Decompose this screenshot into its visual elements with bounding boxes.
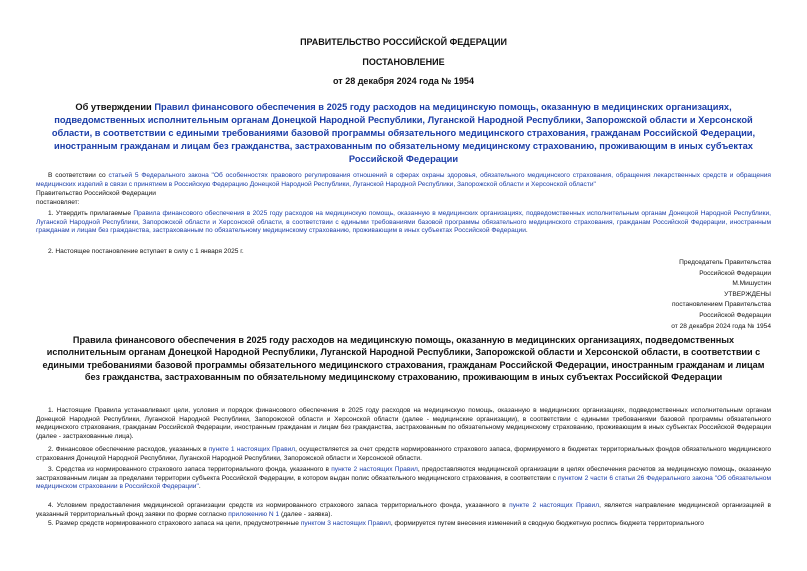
- issuer-heading: ПРАВИТЕЛЬСТВО РОССИЙСКОЙ ФЕДЕРАЦИИ: [300, 37, 507, 47]
- signature-position: Председатель Правительства: [679, 259, 771, 266]
- item-2-paragraph: 2. Настоящее постановление вступает в силу с 1 января 2025 г.: [48, 248, 244, 255]
- rules-paragraph-2: [36, 446, 771, 463]
- appendix-1-link[interactable]: приложению N 1: [228, 510, 280, 518]
- item-1-text: 1. Утвердить прилагаемые: [48, 210, 134, 217]
- rules-paragraph-3: [36, 466, 771, 492]
- rules-p4-text: 4. Условием предоставления медицинской организации средств из нормированного страхового запаса территориального фонда, указанного в: [48, 502, 510, 509]
- signature-country: Российской Федерации: [699, 269, 771, 277]
- preamble-decrees: постановляет:: [36, 199, 80, 206]
- title-rules-link[interactable]: Правил финансового обеспечения в 2025 году расходов на медицинскую помощь, оказанную в медицинских организациях, подведомственных исполнительным органам Донецкой Народной Республики, Луганской Народной Республики, Запорожской области и Херсонской области, в соответствии с едиными требованиями базовой программы обязательного медицинского страхования, гражданам Российской Федерации, иностранным гражданам и лицам без гражданства, застрахованным по обязательному медицинскому страхованию, проживающим в иных субъектах Российской Федерации: [51, 102, 756, 164]
- rules-p2-link-2[interactable]: пункте 2 настоящих Правил: [509, 502, 600, 509]
- federal-law-article-5-link[interactable]: статьей 5 Федерального закона "Об особенностях правового регулирования отношений в сферах охраны здоровья, обязательного медицинского страхования, обращения лекарственных средств и обращения медицинских изделий в связи с принятием в Российскую Федерацию Донецкой Народной Республики, Луганской Народной Республики, Запорожской области и Херсонской области": [36, 172, 771, 188]
- approval-country: Российской Федерации: [699, 311, 771, 319]
- approval-date-number: от 28 декабря 2024 года № 1954: [671, 322, 771, 330]
- rules-p3-text-end: .: [198, 483, 201, 491]
- rules-title: Правила финансового обеспечения в 2025 году расходов на медицинскую помощь, оказанную в медицинских организациях, подведомственных исполнительным органам Донецкой Народной Республики, Луганской Народной Республики, Запорожской области и Херсонской области, в соответствии с едиными требованиями базовой программы обязательного медицинского страхования, гражданам Российской Федерации, иностранным гражданам и лицам без гражданства, застрахованным по обязательному медицинскому страхованию, проживающим в иных субъектах Российской Федерации: [42, 335, 765, 383]
- rules-p1-link[interactable]: пункте 1 настоящих Правил: [208, 446, 296, 453]
- title-prefix: Об утверждении: [75, 102, 155, 112]
- rules-p4-text-end: (далее - заявка).: [279, 510, 333, 518]
- preamble-text: В соответствии со: [48, 172, 109, 179]
- rules-p2-link[interactable]: пункте 2 настоящих Правил: [331, 466, 418, 473]
- rules-p3-link[interactable]: пунктом 3 настоящих Правил: [300, 520, 391, 527]
- document-title: [36, 101, 771, 166]
- rules-p3-text: 3. Средства из нормированного страхового запаса территориального фонда, указанного в: [48, 466, 332, 473]
- rules-p2-text-end: , осуществляется за счет средств нормированного страхового запаса, формируемого в бюджетах территориальных фондов обязательного медицинского страхования Донецкой Народной Республики, Луганской Народной Республики, Запорожской области и Херсонской области.: [36, 446, 771, 462]
- rules-paragraph-4: [36, 502, 771, 519]
- rules-approval-link[interactable]: Правила финансового обеспечения в 2025 году расходов на медицинскую помощь, оказанную в медицинских организациях, подведомственных исполнительным органам Донецкой Народной Республики, Луганской Народной Республики, Запорожской области и Херсонской области, в соответствии с едиными требованиями базовой программы обязательного медицинского страхования, гражданам Российской Федерации, иностранным гражданам и лицам без гражданства, застрахованным по обязательному медицинскому страхованию, проживающим в иных субъектах Российской Федерации: [36, 210, 771, 235]
- item-1-end: .: [525, 227, 528, 235]
- document-type-heading: ПОСТАНОВЛЕНИЕ: [362, 57, 445, 67]
- document-date-number: от 28 декабря 2024 года № 1954: [333, 76, 474, 86]
- signature-name: М.Мишустин: [732, 280, 771, 288]
- item-1-paragraph: [36, 210, 771, 236]
- rules-paragraph-1: 1. Настоящие Правила устанавливают цели, условия и порядок финансового обеспечения в 2025 году расходов на медицинскую помощь, оказанную в медицинских организациях, подведомственных исполнительным органам Донецкой Народной Республики, Луганской Народной Республики, Запорожской области и Херсонской области (далее - медицинские организации), в соответствии с едиными требованиями базовой программы обязательного медицинского страхования, гражданам Российской Федерации, иностранным гражданам и лицам без гражданства, застрахованным по обязательному медицинскому страхованию, проживающим в иных субъектах Российской Федерации (далее - застрахованные лица).: [36, 407, 771, 440]
- signature-block: [671, 258, 771, 332]
- rules-p5-text: 5. Размер средств нормированного страхового запаса на цели, предусмотренные: [48, 520, 301, 527]
- rules-p4-text-mid: , является направление медицинской организацией в указанный территориальный фонд заявки по форме согласно: [36, 502, 772, 518]
- rules-p5-text-end: , формируется путем внесения изменений в сводную бюджетную роспись бюджета территориального: [390, 520, 704, 527]
- approval-label: УТВЕРЖДЕНЫ: [724, 290, 771, 298]
- rules-p2-text: 2. Финансовое обеспечение расходов, указанных в: [48, 446, 209, 453]
- preamble-government: Правительство Российской Федерации: [36, 190, 156, 197]
- rules-paragraph-5: [36, 520, 771, 529]
- rules-p3-text-mid: , предоставляются медицинской организации в целях обеспечения расчетов за медицинскую помощь, оказанную застрахованным лицам за пределами территории субъекта Российской Федерации, в котором выдан полис обязательного медицинского страхования, в соответствии с: [36, 466, 771, 482]
- oms-law-link[interactable]: пунктом 2 части 6 статьи 26 Федерального закона "Об обязательном медицинском страховании в Российской Федерации": [36, 474, 772, 491]
- preamble-paragraph: [36, 172, 771, 189]
- approval-by: постановлением Правительства: [671, 301, 771, 309]
